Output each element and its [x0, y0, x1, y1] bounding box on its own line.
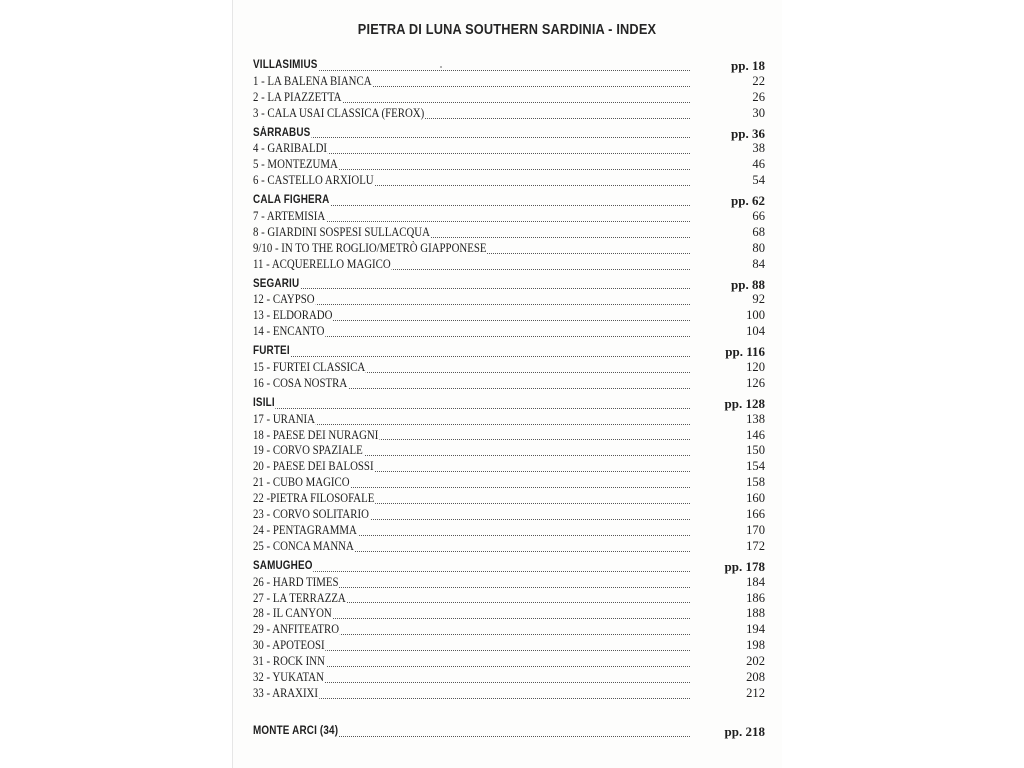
route-row [253, 173, 765, 189]
route-name: 27 - LA TERRAZZA [253, 590, 346, 605]
route-page-number: 68 [752, 224, 765, 239]
route-page-number: 166 [746, 507, 765, 522]
route-name: 30 - APOTEOSI [253, 638, 325, 653]
route-row [253, 523, 765, 539]
route-name: 18 - PAESE DEI NURAGNI [253, 427, 379, 442]
section-header-row [253, 126, 765, 142]
route-name: 29 - ANFITEATRO [253, 622, 340, 637]
route-row [253, 475, 765, 491]
route-row [253, 507, 765, 523]
route-page-number: 126 [746, 375, 765, 390]
route-row [253, 638, 765, 654]
dot-leader [253, 424, 690, 425]
route-name: 4 - GARIBALDI [253, 141, 328, 156]
route-row [253, 491, 765, 507]
index-section [253, 58, 765, 122]
section-page-number: pp. 128 [724, 395, 765, 411]
route-page-number: 184 [746, 574, 765, 589]
section-header-row [253, 559, 765, 575]
route-name: 32 - YUKATAN [253, 669, 324, 684]
dot-leader [253, 408, 690, 409]
dot-leader [253, 137, 690, 138]
scan-speck [440, 66, 442, 68]
route-row [253, 157, 765, 173]
route-page-number: 150 [746, 443, 765, 458]
section-page-number: pp. 116 [725, 344, 765, 360]
route-name: 12 - CAYPSO [253, 292, 315, 307]
route-name: 11 - ACQUERELLO MAGICO [253, 256, 391, 271]
index-section [253, 126, 765, 190]
route-page-number: 30 [752, 105, 765, 120]
route-name: 6 - CASTELLO ARXIOLU [253, 173, 374, 188]
route-page-number: 138 [746, 411, 765, 426]
section-header-row [253, 344, 765, 360]
route-page-number: 120 [746, 360, 765, 375]
route-page-number: 92 [752, 292, 765, 307]
route-name: 23 - CORVO SOLITARIO [253, 507, 369, 522]
section-title: MONTE ARCI (34) [253, 724, 339, 740]
route-name: 21 - CUBO MAGICO [253, 475, 350, 490]
route-name: 16 - COSA NOSTRA [253, 375, 348, 390]
route-page-number: 46 [752, 157, 765, 172]
section-page-number: pp. 36 [731, 125, 765, 141]
route-page-number: 154 [746, 459, 765, 474]
section-header-row [253, 193, 765, 209]
route-page-number: 202 [746, 654, 765, 669]
index-section [253, 344, 765, 392]
route-page-number: 186 [746, 590, 765, 605]
route-row [253, 241, 765, 257]
route-row [253, 308, 765, 324]
route-name: 17 - URANIA [253, 411, 315, 426]
route-page-number: 104 [746, 324, 765, 339]
route-page-number: 160 [746, 491, 765, 506]
route-page-number: 66 [752, 209, 765, 224]
route-row [253, 622, 765, 638]
section-header-row [253, 58, 765, 74]
section-title: SEGARIU [253, 277, 300, 293]
route-page-number: 38 [752, 141, 765, 156]
route-row [253, 360, 765, 376]
dot-leader [253, 356, 690, 357]
route-name: 13 - ELDORADO [253, 308, 333, 323]
section-page-number: pp. 62 [731, 193, 765, 209]
section-title: SAMUGHEO [253, 559, 313, 575]
section-header-row [253, 396, 765, 412]
section-page-number: pp. 178 [724, 558, 765, 574]
route-row [253, 686, 765, 702]
route-page-number: 100 [746, 308, 765, 323]
route-row [253, 141, 765, 157]
route-name: 24 - PENTAGRAMMA [253, 522, 357, 537]
route-name: 8 - GIARDINI SOSPESI SULLACQUA [253, 224, 430, 239]
route-name: 14 - ENCANTO [253, 324, 325, 339]
route-name: 33 - ARAXIXI [253, 685, 318, 700]
route-row [253, 106, 765, 122]
route-row [253, 90, 765, 106]
route-page-number: 146 [746, 427, 765, 442]
route-row [253, 209, 765, 225]
route-page-number: 26 [752, 89, 765, 104]
index-section [253, 277, 765, 341]
route-row [253, 539, 765, 555]
route-page-number: 188 [746, 606, 765, 621]
route-row [253, 575, 765, 591]
section-title: FURTEI [253, 344, 291, 360]
route-name: 28 - IL CANYON [253, 606, 332, 621]
route-page-number: 198 [746, 638, 765, 653]
route-page-number: 84 [752, 256, 765, 271]
section-header-row [253, 724, 765, 740]
section-page-number: pp. 88 [731, 276, 765, 292]
route-name: 9/10 - IN TO THE ROGLIO/METRÒ GIAPPONESE [253, 240, 487, 255]
route-row [253, 225, 765, 241]
route-row [253, 74, 765, 90]
dot-leader [253, 571, 690, 572]
route-page-number: 22 [752, 73, 765, 88]
route-row [253, 412, 765, 428]
route-name: 3 - CALA USAI CLASSICA (FEROX) [253, 105, 425, 120]
route-page-number: 80 [752, 240, 765, 255]
route-name: 26 - HARD TIMES [253, 574, 339, 589]
dot-leader [253, 304, 690, 305]
route-name: 5 - MONTEZUMA [253, 157, 338, 172]
section-page-number: pp. 218 [724, 723, 765, 739]
index-list [253, 58, 765, 740]
route-row [253, 654, 765, 670]
index-title: PIETRA DI LUNA SOUTHERN SARDINIA - INDEX [357, 22, 657, 38]
route-row [253, 292, 765, 308]
route-page-number: 54 [752, 173, 765, 188]
route-page-number: 158 [746, 475, 765, 490]
route-name: 1 - LA BALENA BIANCA [253, 73, 372, 88]
route-page-number: 172 [746, 538, 765, 553]
route-page-number: 208 [746, 669, 765, 684]
route-row [253, 459, 765, 475]
route-name: 15 - FURTEI CLASSICA [253, 360, 366, 375]
route-row [253, 428, 765, 444]
route-row [253, 257, 765, 273]
dot-leader [253, 70, 690, 71]
route-name: 7 - ARTEMISIA [253, 209, 326, 224]
route-name: 31 - ROCK INN [253, 654, 325, 669]
route-row [253, 376, 765, 392]
page-edge [232, 0, 233, 768]
route-page-number: 194 [746, 622, 765, 637]
route-page-number: 170 [746, 522, 765, 537]
section-page-number: pp. 18 [731, 58, 765, 73]
index-section [253, 396, 765, 555]
route-page-number: 212 [746, 685, 765, 700]
section-title: CALA FIGHERA [253, 193, 330, 209]
section-title: VILLASIMIUS [253, 58, 318, 74]
route-name: 2 - LA PIAZZETTA [253, 89, 342, 104]
dot-leader [253, 288, 690, 289]
index-section [253, 193, 765, 272]
index-section [253, 559, 765, 702]
route-name: 22 -PIETRA FILOSOFALE [253, 491, 375, 506]
section-title: SÀRRABUS [253, 126, 311, 142]
route-row [253, 324, 765, 340]
section-title: ISILI [253, 396, 276, 412]
route-row [253, 443, 765, 459]
route-name: 20 - PAESE DEI BALOSSI [253, 459, 374, 474]
section-header-row [253, 277, 765, 293]
route-row [253, 670, 765, 686]
section-spacer [253, 702, 765, 724]
route-row [253, 591, 765, 607]
route-row [253, 606, 765, 622]
route-name: 25 - CONCA MANNA [253, 538, 354, 553]
route-name: 19 - CORVO SPAZIALE [253, 443, 363, 458]
